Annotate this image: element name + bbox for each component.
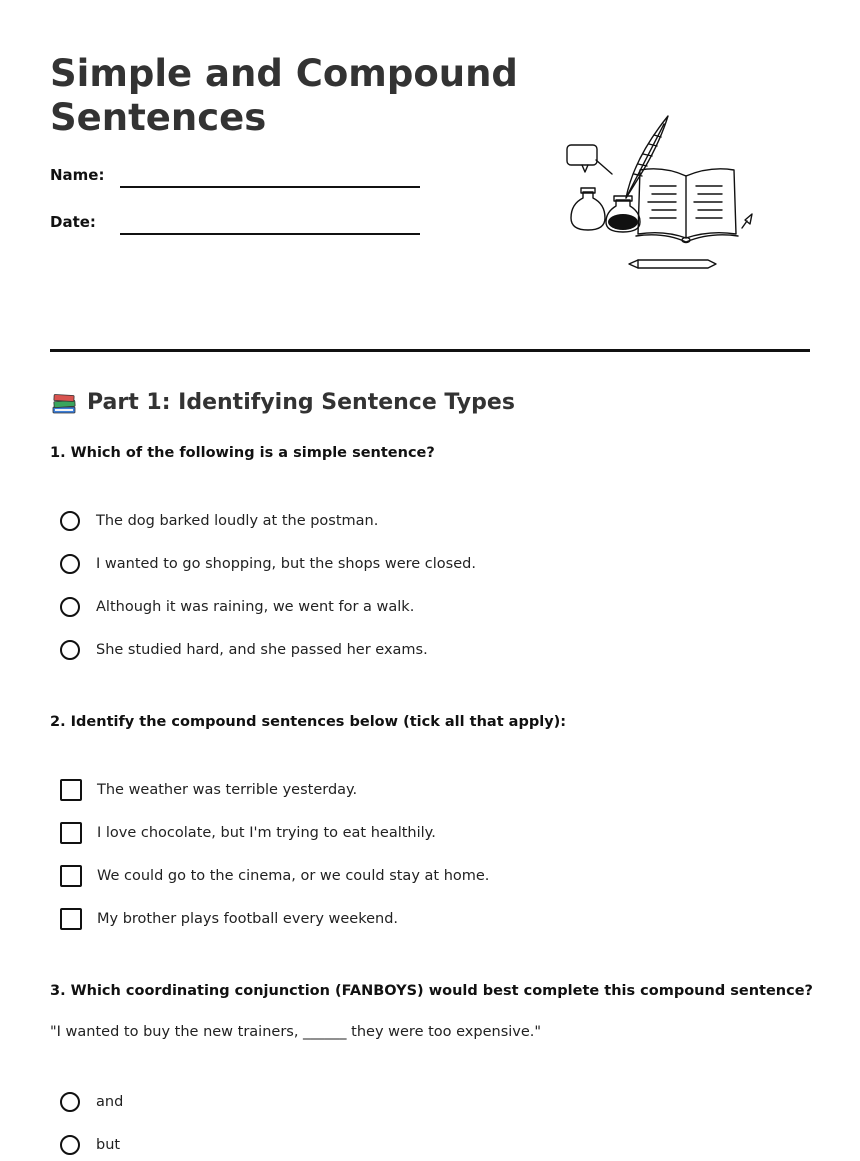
q3-option-2[interactable]: but [60, 1132, 120, 1158]
date-label: Date: [50, 213, 96, 231]
name-input-line[interactable] [120, 186, 420, 188]
section-divider [50, 349, 810, 352]
radio-button[interactable] [60, 1135, 80, 1155]
part1-title [50, 388, 515, 418]
question-3: 3. Which coordinating conjunction (FANBOYS) would best complete this compound sentence? [50, 983, 813, 999]
q2-option-1[interactable]: The weather was terrible yesterday. [60, 777, 357, 803]
part1-title-text: Part 1: Identifying Sentence Types [87, 390, 515, 415]
radio-button[interactable] [60, 640, 80, 660]
radio-button[interactable] [60, 1092, 80, 1112]
checkbox[interactable] [60, 908, 82, 930]
q2-option-4[interactable]: My brother plays football every weekend. [60, 906, 398, 932]
q2-option-2[interactable]: I love chocolate, but I'm trying to eat healthily. [60, 820, 436, 846]
q1-option-3[interactable]: Although it was raining, we went for a walk. [60, 594, 414, 620]
q1-option-4[interactable]: She studied hard, and she passed her exams. [60, 637, 428, 663]
radio-button[interactable] [60, 511, 80, 531]
q2-option-3[interactable]: We could go to the cinema, or we could stay at home. [60, 863, 489, 889]
question-2: 2. Identify the compound sentences below (tick all that apply): [50, 714, 567, 730]
checkbox[interactable] [60, 865, 82, 887]
radio-button[interactable] [60, 597, 80, 617]
q1-option-1[interactable]: The dog barked loudly at the postman. [60, 508, 378, 534]
name-label: Name: [50, 166, 105, 184]
book-quill-illustration-icon [560, 108, 760, 278]
question-3-sentence: "I wanted to buy the new trainers, ______ they were too expensive." [50, 1024, 542, 1040]
books-icon [50, 389, 78, 417]
checkbox[interactable] [60, 779, 82, 801]
checkbox[interactable] [60, 822, 82, 844]
q1-option-2[interactable]: I wanted to go shopping, but the shops were closed. [60, 551, 476, 577]
question-1: 1. Which of the following is a simple sentence? [50, 445, 435, 461]
date-input-line[interactable] [120, 233, 420, 235]
page-title: Simple and Compound Sentences [50, 52, 518, 139]
q3-option-1[interactable]: and [60, 1089, 123, 1115]
radio-button[interactable] [60, 554, 80, 574]
